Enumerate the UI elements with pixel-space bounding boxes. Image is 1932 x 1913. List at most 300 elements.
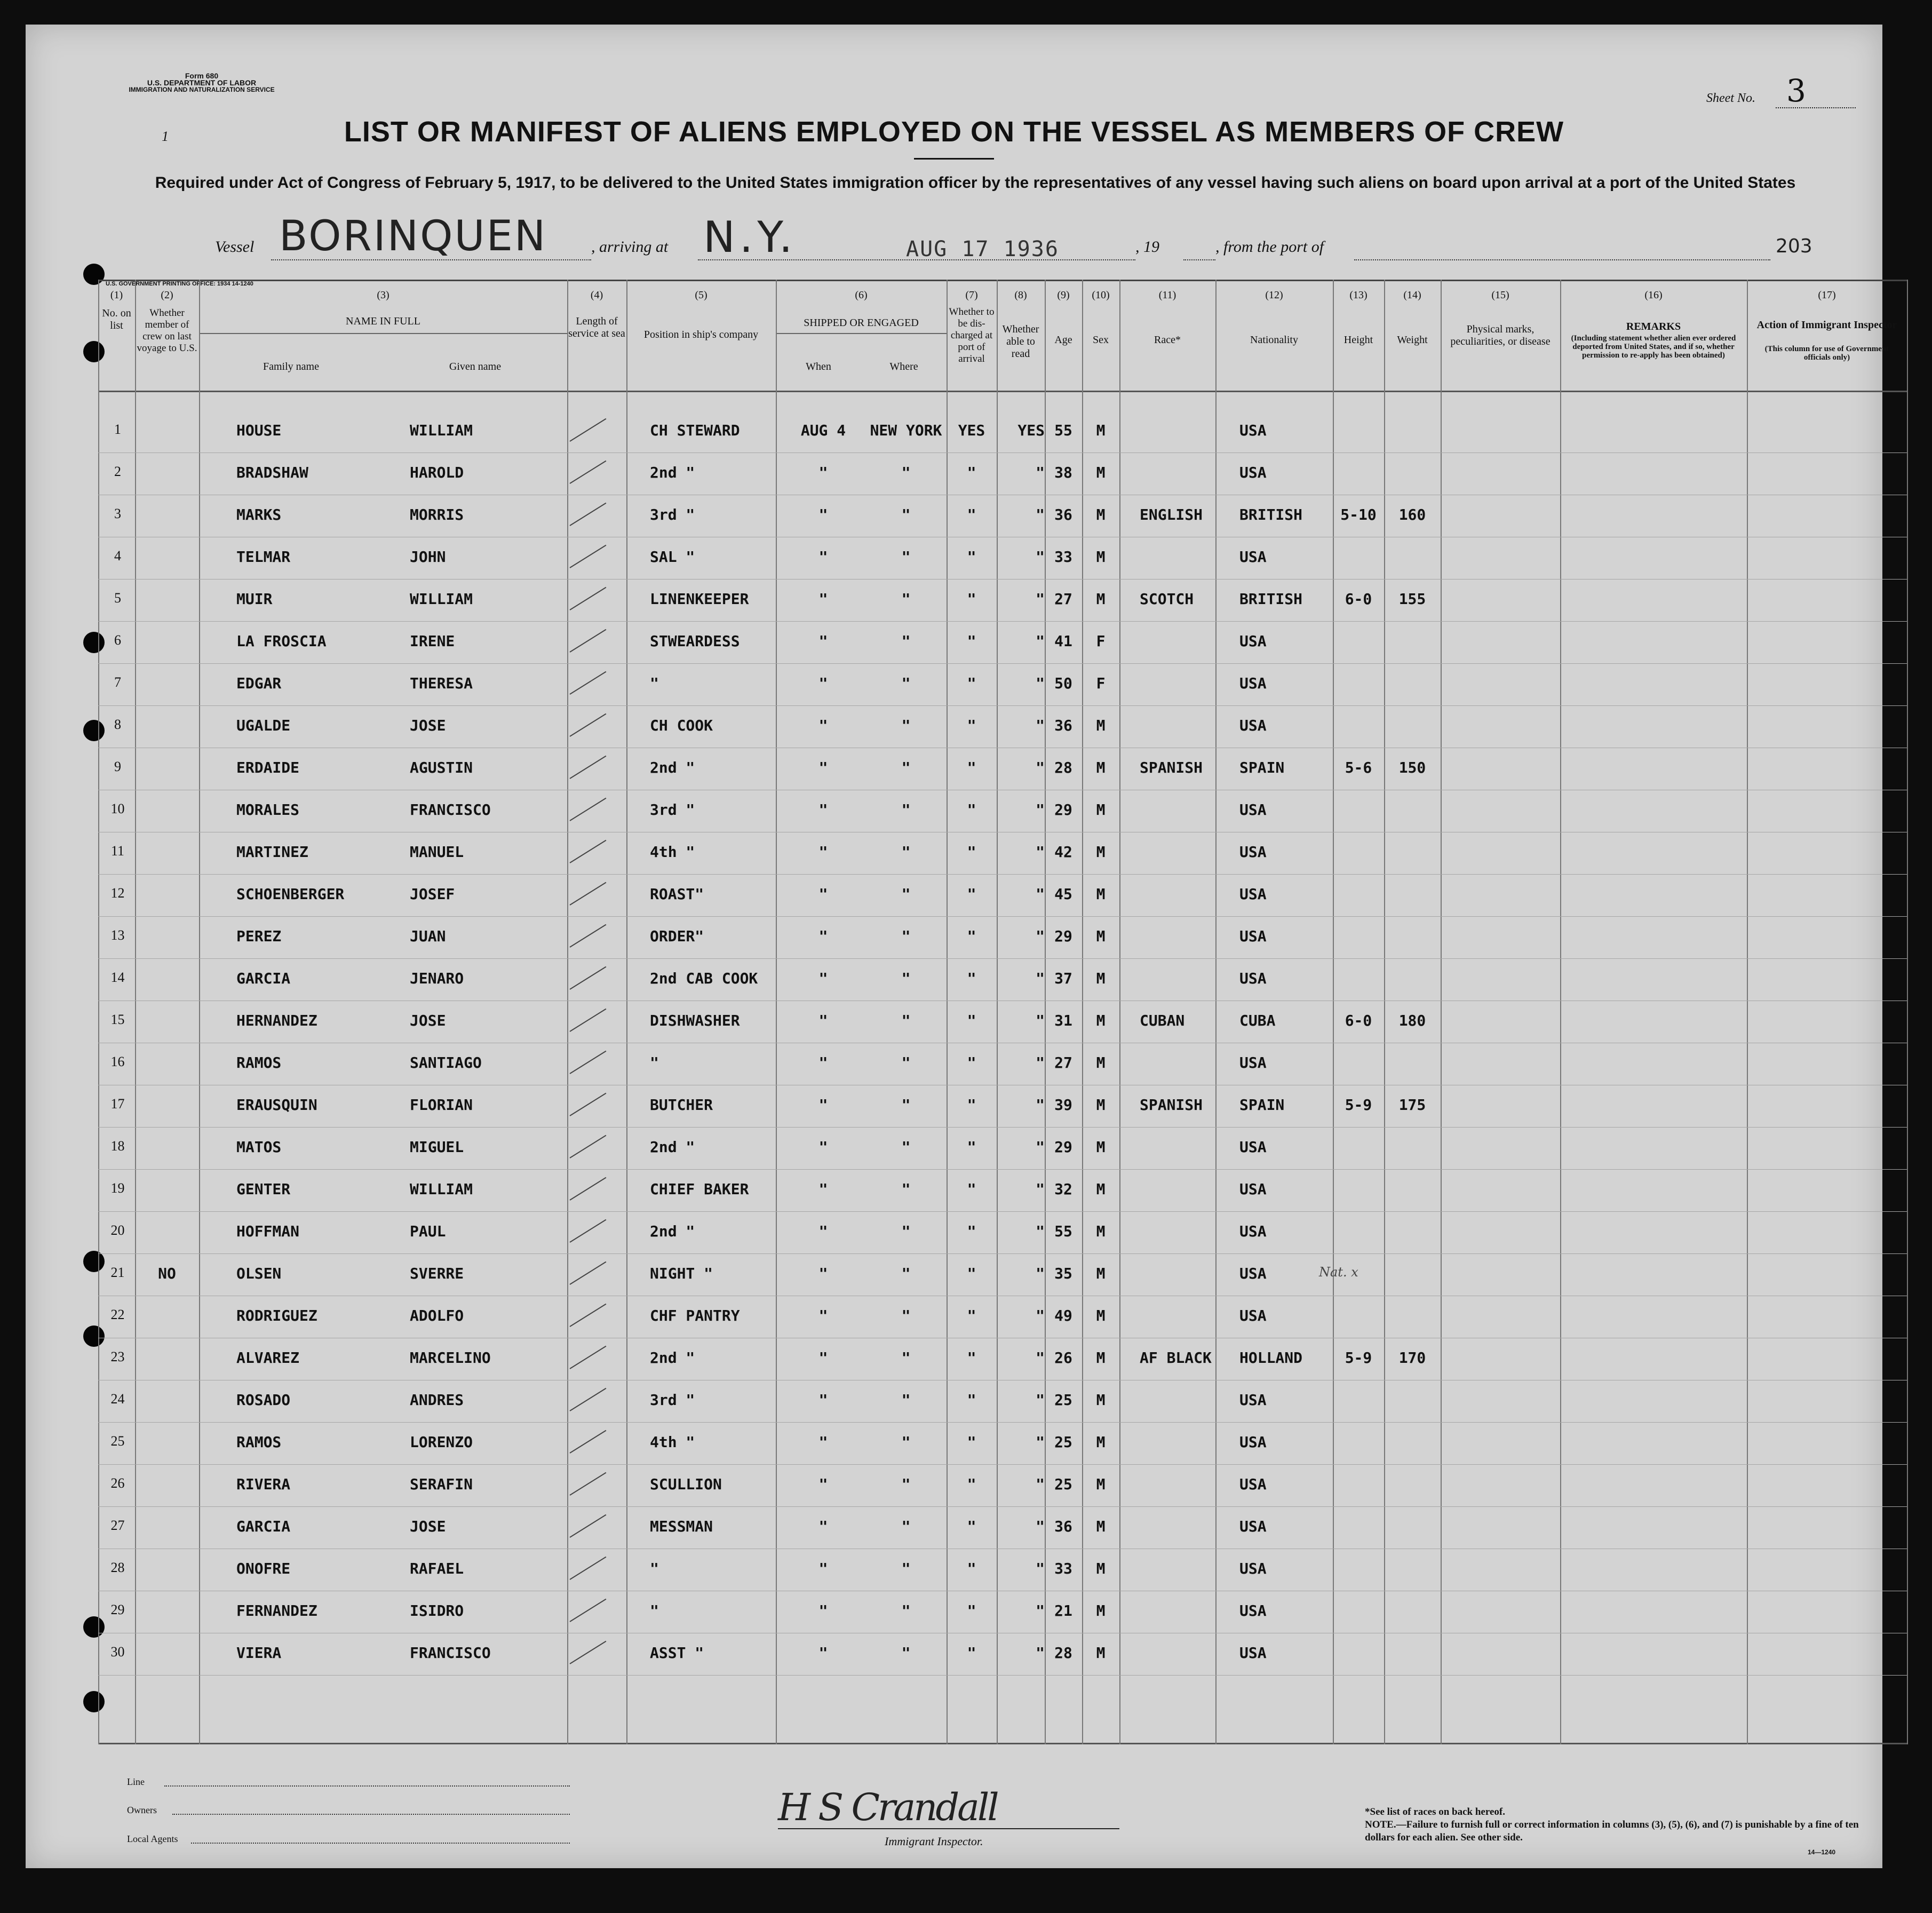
grid-line <box>626 280 627 1744</box>
cell-sex: M <box>1096 1180 1106 1198</box>
cell-when: " <box>818 843 828 861</box>
cell-no: 6 <box>114 632 121 648</box>
cell-discharged: " <box>967 590 976 608</box>
cell-read: " <box>1036 674 1045 692</box>
cell-discharged: " <box>967 1096 976 1114</box>
cell-sex: M <box>1096 1012 1106 1029</box>
cell-read: " <box>1036 1433 1045 1451</box>
grid-line <box>199 280 200 1744</box>
cell-no: 28 <box>110 1560 125 1575</box>
cell-position: ASST " <box>650 1644 704 1662</box>
cell-when: " <box>818 1602 828 1620</box>
cell-given: MORRIS <box>410 506 464 523</box>
cell-age: 29 <box>1054 1138 1072 1156</box>
header-family-name: Family name <box>263 361 319 372</box>
cell-nationality: SPAIN <box>1239 759 1285 776</box>
cell-family: HOUSE <box>236 422 282 439</box>
cell-age: 45 <box>1054 885 1072 903</box>
cell-discharged: " <box>967 1644 976 1662</box>
cell-sex: M <box>1096 801 1106 819</box>
cell-nationality: USA <box>1239 422 1267 439</box>
cell-nationality: USA <box>1239 1391 1267 1409</box>
cell-given: WILLIAM <box>410 422 473 439</box>
date-stamp: AUG 17 1936 <box>906 237 1059 261</box>
cell-family: HOFFMAN <box>236 1223 300 1240</box>
cell-sex: M <box>1096 1391 1106 1409</box>
row-rule <box>98 1127 1907 1128</box>
cell-position: ORDER" <box>650 927 704 945</box>
header-action-sub: (This column for use of Government officials only) <box>1764 345 1889 362</box>
binder-hole <box>83 1691 105 1712</box>
cell-family: GARCIA <box>236 1518 291 1535</box>
cell-given: WILLIAM <box>410 590 473 608</box>
cell-position: " <box>650 674 659 692</box>
cell-age: 36 <box>1054 717 1072 734</box>
cell-discharged: " <box>967 885 976 903</box>
inspector-signature: H S Crandall <box>778 1785 997 1829</box>
cell-where: " <box>901 1012 911 1029</box>
department: U.S. DEPARTMENT OF LABOR <box>147 78 257 87</box>
cell-position: BUTCHER <box>650 1096 713 1114</box>
cell-race: SPANISH <box>1140 1096 1203 1114</box>
cell-discharged: " <box>967 1307 976 1324</box>
cell-sex: M <box>1096 717 1106 734</box>
header-position: Position in ship's company <box>643 329 759 340</box>
cell-read: " <box>1036 1349 1045 1367</box>
cell-nationality: USA <box>1239 1433 1267 1451</box>
cell-nationality: USA <box>1239 1223 1267 1240</box>
cell-read: " <box>1036 1265 1045 1282</box>
cell-where: " <box>901 1054 911 1071</box>
cell-given: PAUL <box>410 1223 446 1240</box>
cell-position: LINENKEEPER <box>650 590 749 608</box>
cell-nationality: BRITISH <box>1239 506 1303 523</box>
cell-read: " <box>1036 1180 1045 1198</box>
cell-discharged: " <box>967 632 976 650</box>
check-mark-icon <box>569 1177 606 1201</box>
cell-position: 3rd " <box>650 801 695 819</box>
header-whether-member: Whether member of crew on last voyage to U.S. <box>137 307 197 354</box>
cell-no: 2 <box>114 464 121 479</box>
row-rule <box>98 663 1907 664</box>
cell-position: 4th " <box>650 843 695 861</box>
cell-nationality: USA <box>1239 674 1267 692</box>
owners-dotline <box>172 1814 570 1815</box>
cell-discharged: " <box>967 674 976 692</box>
agents-dotline <box>191 1843 570 1844</box>
cell-family: MARTINEZ <box>236 843 308 861</box>
header-shipped: SHIPPED OR ENGAGED <box>804 317 919 329</box>
cell-read: " <box>1036 590 1045 608</box>
cell-where: " <box>901 1391 911 1409</box>
sheet-number: 3 <box>1786 73 1806 109</box>
cell-where: " <box>901 674 911 692</box>
check-mark-icon <box>569 503 606 526</box>
cell-given: MIGUEL <box>410 1138 464 1156</box>
check-mark-icon <box>569 1514 606 1538</box>
check-mark-icon <box>569 629 606 653</box>
cell-no: 21 <box>110 1265 125 1280</box>
check-mark-icon <box>569 671 606 695</box>
cell-where: " <box>901 1307 911 1324</box>
cell-where: " <box>901 759 911 776</box>
cell-sex: F <box>1096 632 1106 650</box>
cell-sex: M <box>1096 970 1106 987</box>
cell-where: " <box>901 548 911 566</box>
cell-nationality: BRITISH <box>1239 590 1303 608</box>
cell-age: 55 <box>1054 1223 1072 1240</box>
row-rule <box>98 1422 1907 1423</box>
cell-where: " <box>901 590 911 608</box>
cell-read: " <box>1036 1518 1045 1535</box>
arriving-label: , arriving at <box>591 238 669 256</box>
cell-given: JENARO <box>410 970 464 987</box>
cell-when: " <box>818 759 828 776</box>
cell-when: " <box>818 1644 828 1662</box>
cell-where: " <box>901 1560 911 1577</box>
check-mark-icon <box>569 1219 606 1243</box>
header-when: When <box>806 361 831 372</box>
cell-given: FLORIAN <box>410 1096 473 1114</box>
cell-sex: M <box>1096 590 1106 608</box>
check-mark-icon <box>569 545 606 568</box>
line-label: Line <box>127 1776 145 1787</box>
check-mark-icon <box>569 1346 606 1369</box>
check-mark-icon <box>569 966 606 990</box>
row-rule <box>98 958 1907 959</box>
cell-family: ONOFRE <box>236 1560 291 1577</box>
cell-position: CHF PANTRY <box>650 1307 740 1324</box>
form-identifier <box>90 73 314 93</box>
signature-line <box>778 1828 1119 1829</box>
cell-nationality: USA <box>1239 1180 1267 1198</box>
cell-discharged: " <box>967 927 976 945</box>
cell-crew: NO <box>158 1265 176 1282</box>
page-reference: 203 <box>1776 235 1812 257</box>
cell-sex: M <box>1096 1307 1106 1324</box>
cell-position: STWEARDESS <box>650 632 740 650</box>
cell-given: JOSE <box>410 1012 446 1029</box>
cell-no: 19 <box>110 1180 125 1196</box>
column-number: (3) <box>377 289 389 301</box>
cell-race: SCOTCH <box>1140 590 1194 608</box>
check-mark-icon <box>569 418 606 442</box>
row-rule <box>98 874 1907 875</box>
cell-given: ISIDRO <box>410 1602 464 1620</box>
cell-height: 5-9 <box>1345 1096 1372 1114</box>
cell-no: 18 <box>110 1138 125 1154</box>
check-mark-icon <box>569 882 606 906</box>
cell-where: " <box>901 1433 911 1451</box>
cell-age: 27 <box>1054 590 1072 608</box>
cell-read: " <box>1036 1602 1045 1620</box>
row-rule <box>98 1211 1907 1212</box>
cell-height: 5-6 <box>1345 759 1372 776</box>
sheet-number-line <box>1776 107 1856 108</box>
cell-age: 25 <box>1054 1433 1072 1451</box>
cell-no: 16 <box>110 1054 125 1069</box>
cell-age: 28 <box>1054 759 1072 776</box>
cell-position: 3rd " <box>650 1391 695 1409</box>
cell-read: " <box>1036 548 1045 566</box>
cell-sex: M <box>1096 1054 1106 1071</box>
cell-family: BRADSHAW <box>236 464 308 481</box>
cell-where: " <box>901 1475 911 1493</box>
cell-age: 31 <box>1054 1012 1072 1029</box>
cell-read: YES <box>1017 422 1045 439</box>
column-number: (13) <box>1349 289 1367 301</box>
cell-nationality: USA <box>1239 1265 1267 1282</box>
owners-label: Owners <box>127 1805 157 1815</box>
cell-family: ERAUSQUIN <box>236 1096 317 1114</box>
cell-given: AGUSTIN <box>410 759 473 776</box>
cell-age: 42 <box>1054 843 1072 861</box>
header-height: Height <box>1343 334 1373 346</box>
grid-line <box>135 280 136 1744</box>
cell-family: MUIR <box>236 590 273 608</box>
cell-when: " <box>818 548 828 566</box>
cell-weight: 155 <box>1398 590 1426 608</box>
cell-race: SPANISH <box>1140 759 1203 776</box>
cell-where: " <box>901 1180 911 1198</box>
from-port-label: , from the port of <box>1215 238 1324 256</box>
cell-where: " <box>901 717 911 734</box>
cell-family: ROSADO <box>236 1391 291 1409</box>
cell-no: 23 <box>110 1349 125 1364</box>
cell-nationality: USA <box>1239 801 1267 819</box>
cell-where: " <box>901 1265 911 1282</box>
check-mark-icon <box>569 1304 606 1327</box>
cell-sex: M <box>1096 1223 1106 1240</box>
grid-line <box>776 280 777 1744</box>
cell-when: " <box>818 1012 828 1029</box>
cell-no: 4 <box>114 548 121 563</box>
cell-nationality: USA <box>1239 1054 1267 1071</box>
cell-read: " <box>1036 464 1045 481</box>
penalty-note: NOTE.—Failure to furnish full or correct information in columns (3), (5), (6), and (7) is punishable by a fine of ten dollars for each alien. See other side. <box>1365 1819 1859 1843</box>
cell-where: NEW YORK <box>870 422 942 439</box>
cell-age: 38 <box>1054 464 1072 481</box>
cell-when: " <box>818 1223 828 1240</box>
cell-nationality: USA <box>1239 1138 1267 1156</box>
cell-read: " <box>1036 1054 1045 1071</box>
cell-weight: 170 <box>1398 1349 1426 1367</box>
cell-discharged: " <box>967 1054 976 1071</box>
form-number: Form 680 <box>185 72 219 80</box>
cell-nationality: USA <box>1239 1602 1267 1620</box>
cell-where: " <box>901 1518 911 1535</box>
cell-no: 3 <box>114 506 121 521</box>
cell-where: " <box>901 506 911 523</box>
cell-read: " <box>1036 632 1045 650</box>
cell-sex: M <box>1096 1602 1106 1620</box>
row-rule <box>98 621 1907 622</box>
cell-age: 55 <box>1054 422 1072 439</box>
cell-nationality: HOLLAND <box>1239 1349 1303 1367</box>
cell-family: VIERA <box>236 1644 282 1662</box>
cell-age: 35 <box>1054 1265 1072 1282</box>
cell-where: " <box>901 1349 911 1367</box>
cell-nationality: USA <box>1239 548 1267 566</box>
cell-nationality: CUBA <box>1239 1012 1276 1029</box>
cell-no: 13 <box>110 927 125 943</box>
cell-no: 15 <box>110 1012 125 1027</box>
cell-position: CH COOK <box>650 717 713 734</box>
cell-race: AF BLACK <box>1140 1349 1212 1367</box>
grid-line <box>1441 280 1442 1744</box>
cell-no: 30 <box>110 1644 125 1660</box>
cell-family: SCHOENBERGER <box>236 885 345 903</box>
cell-sex: M <box>1096 1475 1106 1493</box>
cell-family: MATOS <box>236 1138 282 1156</box>
corner-mark: 1 <box>162 129 169 144</box>
cell-position: 2nd CAB COOK <box>650 970 758 987</box>
cell-when: " <box>818 1054 828 1071</box>
cell-discharged: " <box>967 1138 976 1156</box>
cell-family: UGALDE <box>236 717 291 734</box>
cell-nationality: USA <box>1239 717 1267 734</box>
cell-age: 37 <box>1054 970 1072 987</box>
cell-family: RIVERA <box>236 1475 291 1493</box>
cell-no: 11 <box>110 843 125 859</box>
cell-sex: M <box>1096 1138 1106 1156</box>
cell-nationality: USA <box>1239 632 1267 650</box>
cell-family: ERDAIDE <box>236 759 300 776</box>
column-number: (1) <box>110 289 123 301</box>
cell-when: " <box>818 885 828 903</box>
check-mark-icon <box>569 1599 606 1622</box>
cell-discharged: " <box>967 970 976 987</box>
cell-when: " <box>818 1307 828 1324</box>
cell-age: 21 <box>1054 1602 1072 1620</box>
row-rule <box>98 1506 1907 1507</box>
binder-hole <box>83 1325 105 1347</box>
header-sex: Sex <box>1093 334 1109 346</box>
cell-given: JOHN <box>410 548 446 566</box>
column-number: (14) <box>1403 289 1421 301</box>
cell-age: 33 <box>1054 548 1072 566</box>
row-rule <box>98 1464 1907 1465</box>
grid-line <box>567 280 568 1744</box>
cell-sex: M <box>1096 1349 1106 1367</box>
cell-given: JUAN <box>410 927 446 945</box>
cell-sex: M <box>1096 1518 1106 1535</box>
line-dotline <box>164 1785 570 1787</box>
shipped-header-rule <box>776 333 947 334</box>
cell-discharged: " <box>967 506 976 523</box>
header-age: Age <box>1054 334 1072 346</box>
cell-race: CUBAN <box>1140 1012 1185 1029</box>
header-weight: Weight <box>1397 334 1428 346</box>
cell-where: " <box>901 1644 911 1662</box>
column-number: (12) <box>1265 289 1283 301</box>
cell-when: " <box>818 506 828 523</box>
cell-read: " <box>1036 717 1045 734</box>
cell-discharged: " <box>967 717 976 734</box>
races-note: *See list of races on back hereof. <box>1365 1806 1505 1817</box>
cell-age: 49 <box>1054 1307 1072 1324</box>
cell-where: " <box>901 927 911 945</box>
cell-sex: M <box>1096 1560 1106 1577</box>
cell-nationality: USA <box>1239 927 1267 945</box>
cell-position: " <box>650 1054 659 1071</box>
cell-sex: M <box>1096 506 1106 523</box>
cell-given: FRANCISCO <box>410 1644 491 1662</box>
column-number: (5) <box>695 289 707 301</box>
header-bottom-border <box>98 391 1907 392</box>
header-able-read: Whether able to read <box>1002 323 1039 360</box>
cell-given: JOSE <box>410 717 446 734</box>
service: IMMIGRATION AND NATURALIZATION SERVICE <box>129 86 275 93</box>
grid-line <box>1119 280 1120 1744</box>
cell-discharged: " <box>967 1265 976 1282</box>
cell-when: " <box>818 927 828 945</box>
cell-when: " <box>818 464 828 481</box>
cell-where: " <box>901 632 911 650</box>
cell-sex: M <box>1096 1433 1106 1451</box>
cell-no: 17 <box>110 1096 125 1112</box>
cell-nationality: USA <box>1239 1475 1267 1493</box>
cell-read: " <box>1036 927 1045 945</box>
cell-weight: 180 <box>1398 1012 1426 1029</box>
cell-read: " <box>1036 1644 1045 1662</box>
cell-age: 41 <box>1054 632 1072 650</box>
check-mark-icon <box>569 713 606 737</box>
cell-age: 36 <box>1054 506 1072 523</box>
header-remarks-sub: (Including statement whether alien ever ordered deported from United States, and if so, whether permission to re-apply has been obtained) <box>1571 334 1736 360</box>
cell-discharged: " <box>967 1518 976 1535</box>
cell-when: " <box>818 1138 828 1156</box>
check-mark-icon <box>569 1135 606 1158</box>
local-agents-label: Local Agents <box>127 1833 178 1844</box>
column-number: (7) <box>965 289 978 301</box>
cell-discharged: " <box>967 1475 976 1493</box>
cell-where: " <box>901 1602 911 1620</box>
cell-read: " <box>1036 970 1045 987</box>
cell-family: OLSEN <box>236 1265 282 1282</box>
binder-hole <box>83 264 105 285</box>
cell-when: " <box>818 1391 828 1409</box>
vessel-name: BORINQUEN <box>279 212 547 260</box>
cell-nationality: USA <box>1239 970 1267 987</box>
cell-sex: M <box>1096 422 1106 439</box>
vessel-dotline <box>271 259 591 260</box>
arriving-port: N.Y. <box>703 212 797 262</box>
cell-family: MARKS <box>236 506 282 523</box>
cell-sex: M <box>1096 843 1106 861</box>
cell-read: " <box>1036 1475 1045 1493</box>
cell-position: 3rd " <box>650 506 695 523</box>
column-number: (2) <box>161 289 173 301</box>
check-mark-icon <box>569 1051 606 1074</box>
cell-age: 26 <box>1054 1349 1072 1367</box>
cell-when: " <box>818 590 828 608</box>
cell-discharged: " <box>967 1012 976 1029</box>
cell-nationality: SPAIN <box>1239 1096 1285 1114</box>
cell-family: FERNANDEZ <box>236 1602 317 1620</box>
check-mark-icon <box>569 1557 606 1580</box>
cell-weight: 175 <box>1398 1096 1426 1114</box>
cell-when: AUG 4 <box>800 422 846 439</box>
grid-line <box>1747 280 1748 1744</box>
cell-given: JOSE <box>410 1518 446 1535</box>
cell-discharged: " <box>967 548 976 566</box>
header-nationality: Nationality <box>1250 334 1298 346</box>
cell-read: " <box>1036 1223 1045 1240</box>
cell-no: 20 <box>110 1223 125 1238</box>
check-mark-icon <box>569 587 606 610</box>
cell-when: " <box>818 1560 828 1577</box>
